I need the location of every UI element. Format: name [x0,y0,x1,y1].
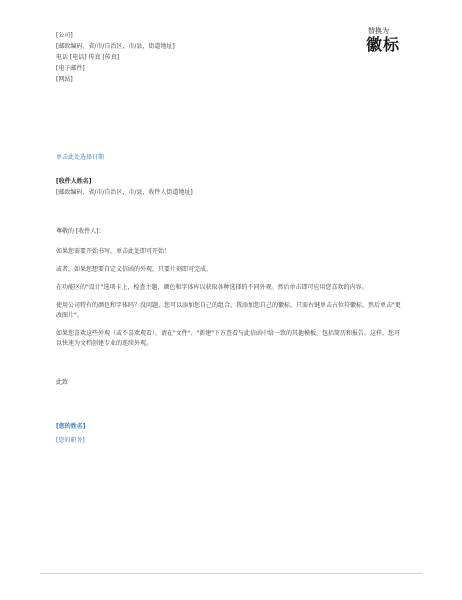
logo-replace-label: 替换为 [367,27,389,35]
date-picker[interactable]: 单击此处选择日期 [56,154,105,161]
closing[interactable]: 此致 [56,379,69,386]
sender-phone-fax[interactable]: 电话 [电话] 传真 [传真] [56,54,120,61]
logo-text: 徽标 [365,35,400,54]
letter-body[interactable] [56,247,406,357]
body-paragraph[interactable]: 如果您需要开始书写，单击此处即可开始！ [56,248,171,255]
body-paragraph[interactable]: 如果您喜欢这些外观（或不喜欢观看），请在"文件"、"新建"下方查看与此信函中给一致的其他模板，包括简历和报告。这样，您可以快速为文档创建专业的连续外观。 [56,330,401,347]
body-paragraph[interactable]: 或者，如果您想要自定义信函的外观，只要片刻即可完成。 [56,266,213,273]
signature-title[interactable]: [您的职务] [56,437,85,444]
recipient-block [56,176,193,198]
sender-website[interactable]: [网站] [56,76,73,83]
body-paragraph[interactable]: 在功能区的"设计"选项卡上，检查主题、颜色和字体库以获取各种选择的不同外观。然后单击即可应用您喜欢的内容。 [56,284,368,291]
signature-name[interactable]: [您的姓名] [56,423,86,430]
logo-placeholder[interactable] [366,27,400,54]
body-paragraph[interactable]: 使用公司特有的颜色和字体吗？没问题。您可以添加您自己的组合。我添加您自己的徽标，只需右键单击占位符徽标，然后单击"更改图片"。 [56,302,401,319]
salutation[interactable]: 尊敬的 [收件人]： [56,228,105,235]
sender-address[interactable]: [邮政编码，省/市/自治区，市/县，街道地址] [56,43,175,50]
sender-block [56,30,175,85]
recipient-address[interactable]: [邮政编码，省/市/自治区，市/县，收件人街道地址] [56,189,193,196]
recipient-name[interactable]: [收件人姓名] [56,178,92,185]
sender-email[interactable]: [电子邮件] [56,65,85,72]
sender-company[interactable]: [公司] [56,32,73,39]
signature-block [56,420,86,448]
footer-divider [40,573,422,574]
